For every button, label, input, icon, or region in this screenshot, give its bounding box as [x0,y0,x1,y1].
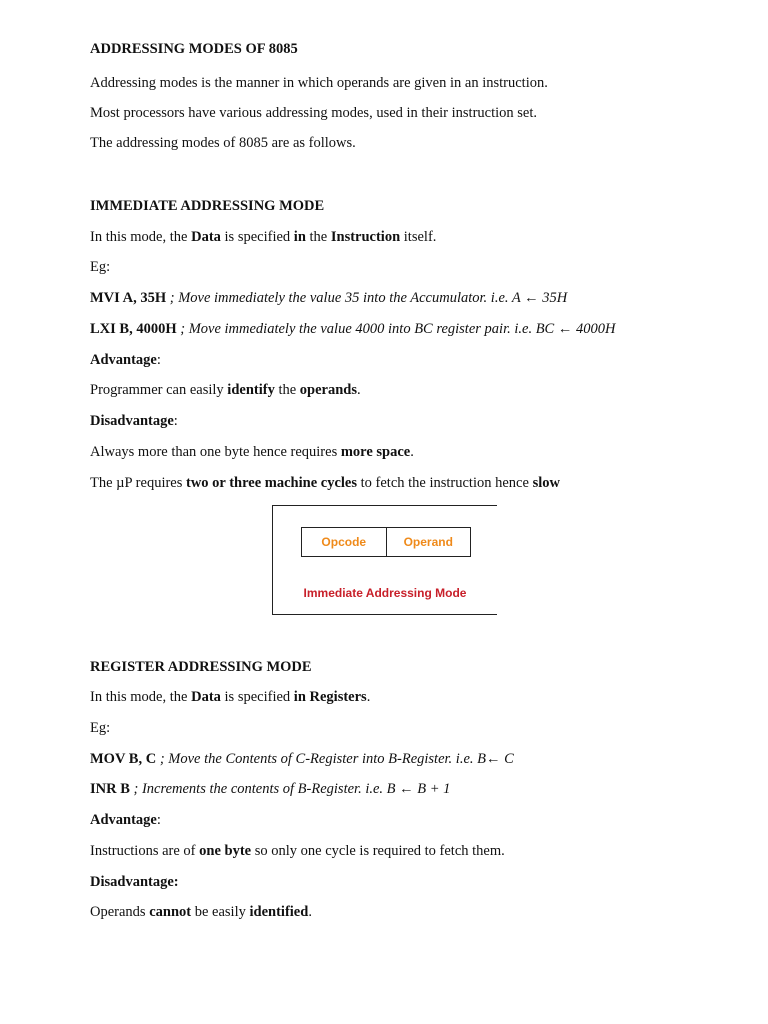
immediate-eg-label: Eg: [90,259,111,275]
immediate-description: In this mode, the Data is specified in the Instruction itself. [90,229,437,245]
diagram-caption: Immediate Addressing Mode [303,586,467,600]
register-heading: REGISTER ADDRESSING MODE [90,659,312,675]
intro-line-3: The addressing modes of 8085 are as follows. [90,135,356,151]
register-advantage-label: Advantage: [90,812,161,828]
page-title: ADDRESSING MODES OF 8085 [90,41,298,57]
instruction-code: INR B [90,781,130,797]
operand-cell: Operand [386,528,471,556]
opcode-cell: Opcode [321,535,367,549]
instruction-comment: ; Increments the contents of B-Register. i.e. B ← B + 1 [129,781,451,797]
immediate-disadvantage-text-2: The µP requires two or three machine cycles to fetch the instruction hence slow [90,475,560,491]
register-example-1 [90,750,514,768]
register-disadvantage-label: Disadvantage: [90,874,179,890]
instruction-code: LXI B, 4000H [90,321,177,337]
register-disadvantage-text: Operands cannot be easily identified. [90,904,312,920]
immediate-advantage-label: Advantage: [90,352,161,368]
instruction-comment: ; Move the Contents of C-Register into B-Register. i.e. B← C [156,751,514,767]
instruction-code: MVI A, 35H [90,290,167,306]
immediate-heading: IMMEDIATE ADDRESSING MODE [90,198,325,214]
instruction-format-box [301,527,471,557]
register-eg-label: Eg: [90,720,111,736]
immediate-advantage-text: Programmer can easily identify the operands. [90,382,361,398]
register-description: In this mode, the Data is specified in Registers. [90,689,371,705]
register-advantage-text: Instructions are of one byte so only one cycle is required to fetch them. [90,843,505,859]
intro-line-2: Most processors have various addressing modes, used in their instruction set. [90,105,538,121]
register-example-2 [90,780,450,798]
instruction-code: MOV B, C [90,751,157,767]
instruction-comment: ; Move immediately the value 35 into the Accumulator. i.e. A ← 35H [166,290,568,306]
instruction-comment: ; Move immediately the value 4000 into BC register pair. i.e. BC ← 4000H [176,321,616,337]
intro-line-1: Addressing modes is the manner in which operands are given in an instruction. [90,75,548,91]
immediate-addressing-diagram [272,505,497,615]
immediate-example-1 [90,289,567,307]
immediate-disadvantage-label: Disadvantage: [90,413,178,429]
immediate-example-2 [90,320,615,338]
immediate-disadvantage-text-1: Always more than one byte hence requires more space. [90,444,414,460]
